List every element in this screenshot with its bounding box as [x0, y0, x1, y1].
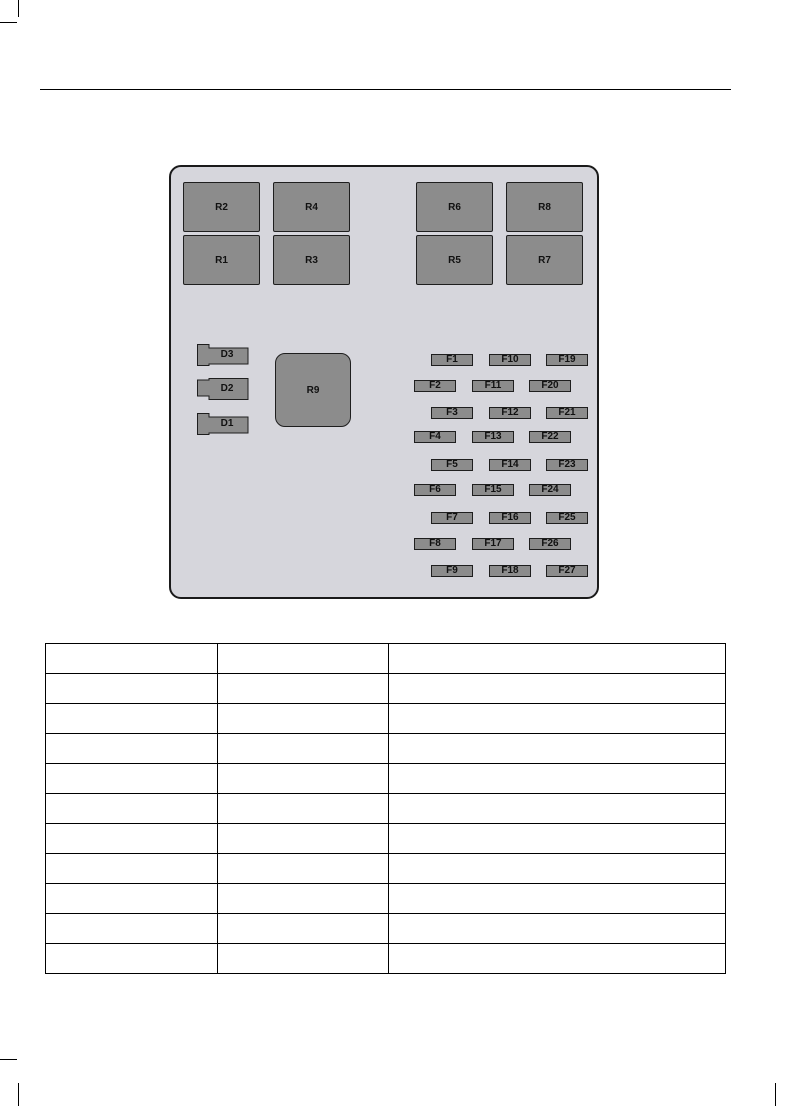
- fuse-f20: F20: [529, 380, 571, 392]
- fuse-f5: F5: [431, 459, 473, 471]
- diode-d1: [197, 413, 249, 435]
- table-cell: [218, 704, 389, 734]
- table-cell: [389, 854, 726, 884]
- table-cell: [218, 944, 389, 974]
- table-cell: [389, 734, 726, 764]
- diode-d1-label: D1: [220, 418, 234, 429]
- diode-d2-label: D2: [220, 383, 234, 394]
- fuse-f7: F7: [431, 512, 473, 524]
- fuse-f9: F9: [431, 565, 473, 577]
- table-cell: [218, 884, 389, 914]
- table-cell: [46, 824, 218, 854]
- table-cell: [389, 644, 726, 674]
- table-cell: [218, 914, 389, 944]
- fuse-table-body: [46, 644, 726, 974]
- table-cell: [389, 674, 726, 704]
- diode-d2: [197, 378, 249, 400]
- table-cell: [218, 794, 389, 824]
- fuse-f23: F23: [546, 459, 588, 471]
- table-cell: [46, 704, 218, 734]
- table-cell: [46, 764, 218, 794]
- table-cell: [218, 854, 389, 884]
- relay-r5: R5: [416, 235, 493, 285]
- table-cell: [46, 854, 218, 884]
- table-row: [46, 794, 726, 824]
- table-cell: [218, 764, 389, 794]
- fuse-f1: F1: [431, 354, 473, 366]
- table-row: [46, 764, 726, 794]
- table-cell: [218, 674, 389, 704]
- relay-r2: R2: [183, 182, 260, 232]
- relay-r7: R7: [506, 235, 583, 285]
- relay-r1: R1: [183, 235, 260, 285]
- table-cell: [389, 884, 726, 914]
- table-cell: [46, 734, 218, 764]
- table-row: [46, 704, 726, 734]
- table-row: [46, 674, 726, 704]
- table-row: [46, 944, 726, 974]
- table-cell: [389, 794, 726, 824]
- fuse-f26: F26: [529, 538, 571, 550]
- table-cell: [389, 704, 726, 734]
- fuse-f27: F27: [546, 565, 588, 577]
- relay-r9: R9: [275, 353, 351, 427]
- table-cell: [46, 794, 218, 824]
- relay-r6: R6: [416, 182, 493, 232]
- header-rule: [40, 89, 731, 90]
- fuse-f12: F12: [489, 407, 531, 419]
- fuse-f21: F21: [546, 407, 588, 419]
- table-cell: [46, 914, 218, 944]
- fuse-f16: F16: [489, 512, 531, 524]
- table-cell: [389, 824, 726, 854]
- fuse-f24: F24: [529, 484, 571, 496]
- table-cell: [389, 944, 726, 974]
- crop-mark: [18, 0, 19, 17]
- table-row: [46, 914, 726, 944]
- table-cell: [46, 884, 218, 914]
- fuse-f15: F15: [472, 484, 514, 496]
- crop-mark: [0, 1059, 17, 1060]
- table-cell: [218, 644, 389, 674]
- table-cell: [46, 674, 218, 704]
- table-row: [46, 884, 726, 914]
- fuse-f10: F10: [489, 354, 531, 366]
- table-cell: [389, 764, 726, 794]
- fuse-table: [45, 643, 726, 974]
- fuse-f22: F22: [529, 431, 571, 443]
- diode-d3: [197, 344, 249, 366]
- table-row: [46, 644, 726, 674]
- fuse-f13: F13: [472, 431, 514, 443]
- table-row: [46, 854, 726, 884]
- crop-mark: [775, 1083, 776, 1106]
- table-cell: [218, 824, 389, 854]
- fuse-box-diagram: [169, 165, 599, 599]
- fuse-f8: F8: [414, 538, 456, 550]
- fuse-f18: F18: [489, 565, 531, 577]
- fuse-f25: F25: [546, 512, 588, 524]
- fuse-f19: F19: [546, 354, 588, 366]
- fuse-f2: F2: [414, 380, 456, 392]
- diode-d3-label: D3: [220, 349, 234, 360]
- fuse-f11: F11: [472, 380, 514, 392]
- crop-mark: [0, 22, 17, 23]
- fuse-f14: F14: [489, 459, 531, 471]
- table-cell: [46, 944, 218, 974]
- table-row: [46, 824, 726, 854]
- table-cell: [389, 914, 726, 944]
- table-cell: [218, 734, 389, 764]
- relay-r3: R3: [273, 235, 350, 285]
- fuse-f17: F17: [472, 538, 514, 550]
- table-row: [46, 734, 726, 764]
- fuse-f3: F3: [431, 407, 473, 419]
- relay-r8: R8: [506, 182, 583, 232]
- fuse-f6: F6: [414, 484, 456, 496]
- table-cell: [46, 644, 218, 674]
- crop-mark: [18, 1083, 19, 1106]
- fuse-f4: F4: [414, 431, 456, 443]
- relay-r4: R4: [273, 182, 350, 232]
